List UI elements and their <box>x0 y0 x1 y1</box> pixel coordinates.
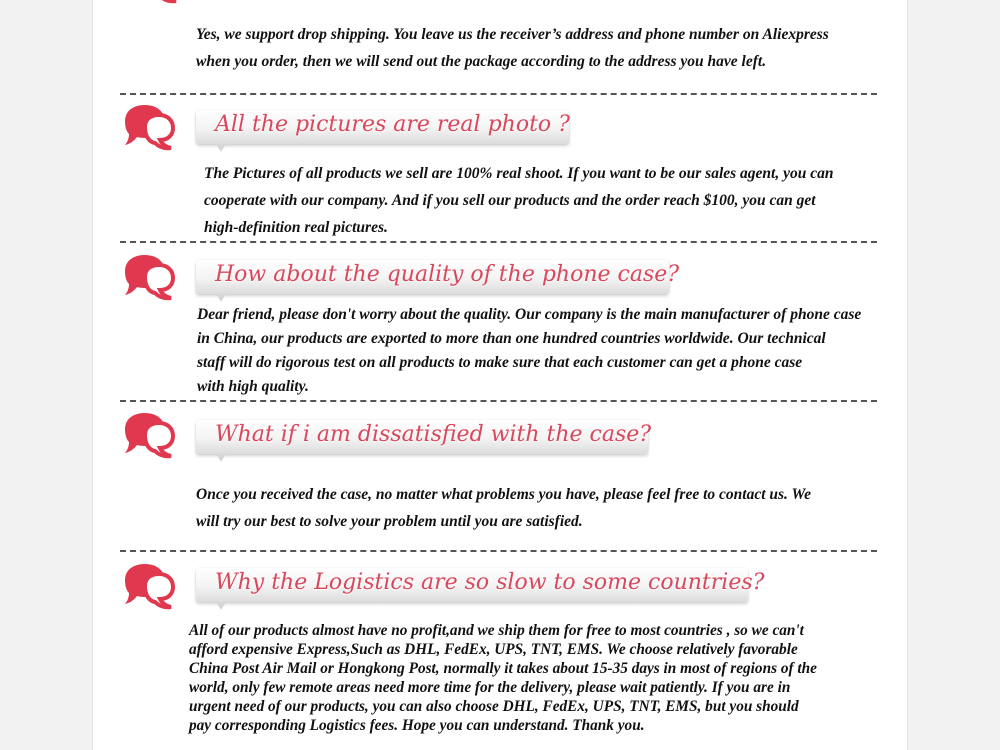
faq-answer-dissatisfied: Once you received the case, no matter what problems you have, please feel free to contact us. We will try our best to solve your problem until you are satisfied. <box>196 486 812 530</box>
faq-question-banner <box>196 260 680 294</box>
faq-question-banner <box>196 568 765 602</box>
faq-question-dissatisfied: What if i am dissatisfied with the case? <box>215 422 652 447</box>
speech-bubbles-icon <box>121 411 177 467</box>
faq-question-banner <box>196 420 652 454</box>
faq-question-banner <box>196 110 569 144</box>
banner-tail <box>216 454 226 462</box>
speech-bubbles-icon <box>126 0 182 12</box>
section-divider <box>120 241 877 243</box>
faq-answer-logistics: All of our products almost have no profit,and we ship them for free to most countries , so we can't afford expensive Express,Such as DHL, FedEx, UPS, TNT, EMS. We choose relatively favorable China Post Air Mail or Hongkong Post, normally it takes about 15-35 days in most of regions of the world, only few remote areas need more time for the delivery, please wait patiently. If you are in urgent need of our products, you can also choose DHL, FedEx, UPS, TNT, EMS, but you should pay corresponding Logistics fees. Hope you can understand. Thank you. <box>189 622 817 734</box>
faq-question-real-photo: All the pictures are real photo ? <box>215 112 570 137</box>
faq-answer-real-photo: The Pictures of all products we sell are 100% real shoot. If you want to be our sales agent, you can cooperate with our company. And if you sell our products and the order reach $100, you can get high-definition real pictures. <box>204 165 834 236</box>
section-divider <box>120 550 877 552</box>
faq-question-quality: How about the quality of the phone case? <box>215 262 680 287</box>
faq-answer-drop-shipping: Yes, we support drop shipping. You leave us the receiver’s address and phone number on Aliexpress when you order, then we will send out the package according to the address you have left. <box>196 26 829 70</box>
section-divider <box>120 400 877 402</box>
banner-tail <box>216 144 226 152</box>
banner-tail <box>216 294 226 302</box>
speech-bubbles-icon <box>121 253 177 309</box>
speech-bubbles-icon <box>121 103 177 159</box>
banner-tail <box>216 602 226 610</box>
speech-bubbles-icon <box>121 562 177 618</box>
faq-answer-quality: Dear friend, please don't worry about the quality. Our company is the main manufacturer of phone case in China, our products are exported to more than one hundred countries worldwide. Our technical staff will do rigorous test on all products to make sure that each customer can get a phone case with high quality. <box>197 306 862 395</box>
section-divider <box>120 93 877 95</box>
faq-question-logistics: Why the Logistics are so slow to some countries? <box>215 570 765 595</box>
